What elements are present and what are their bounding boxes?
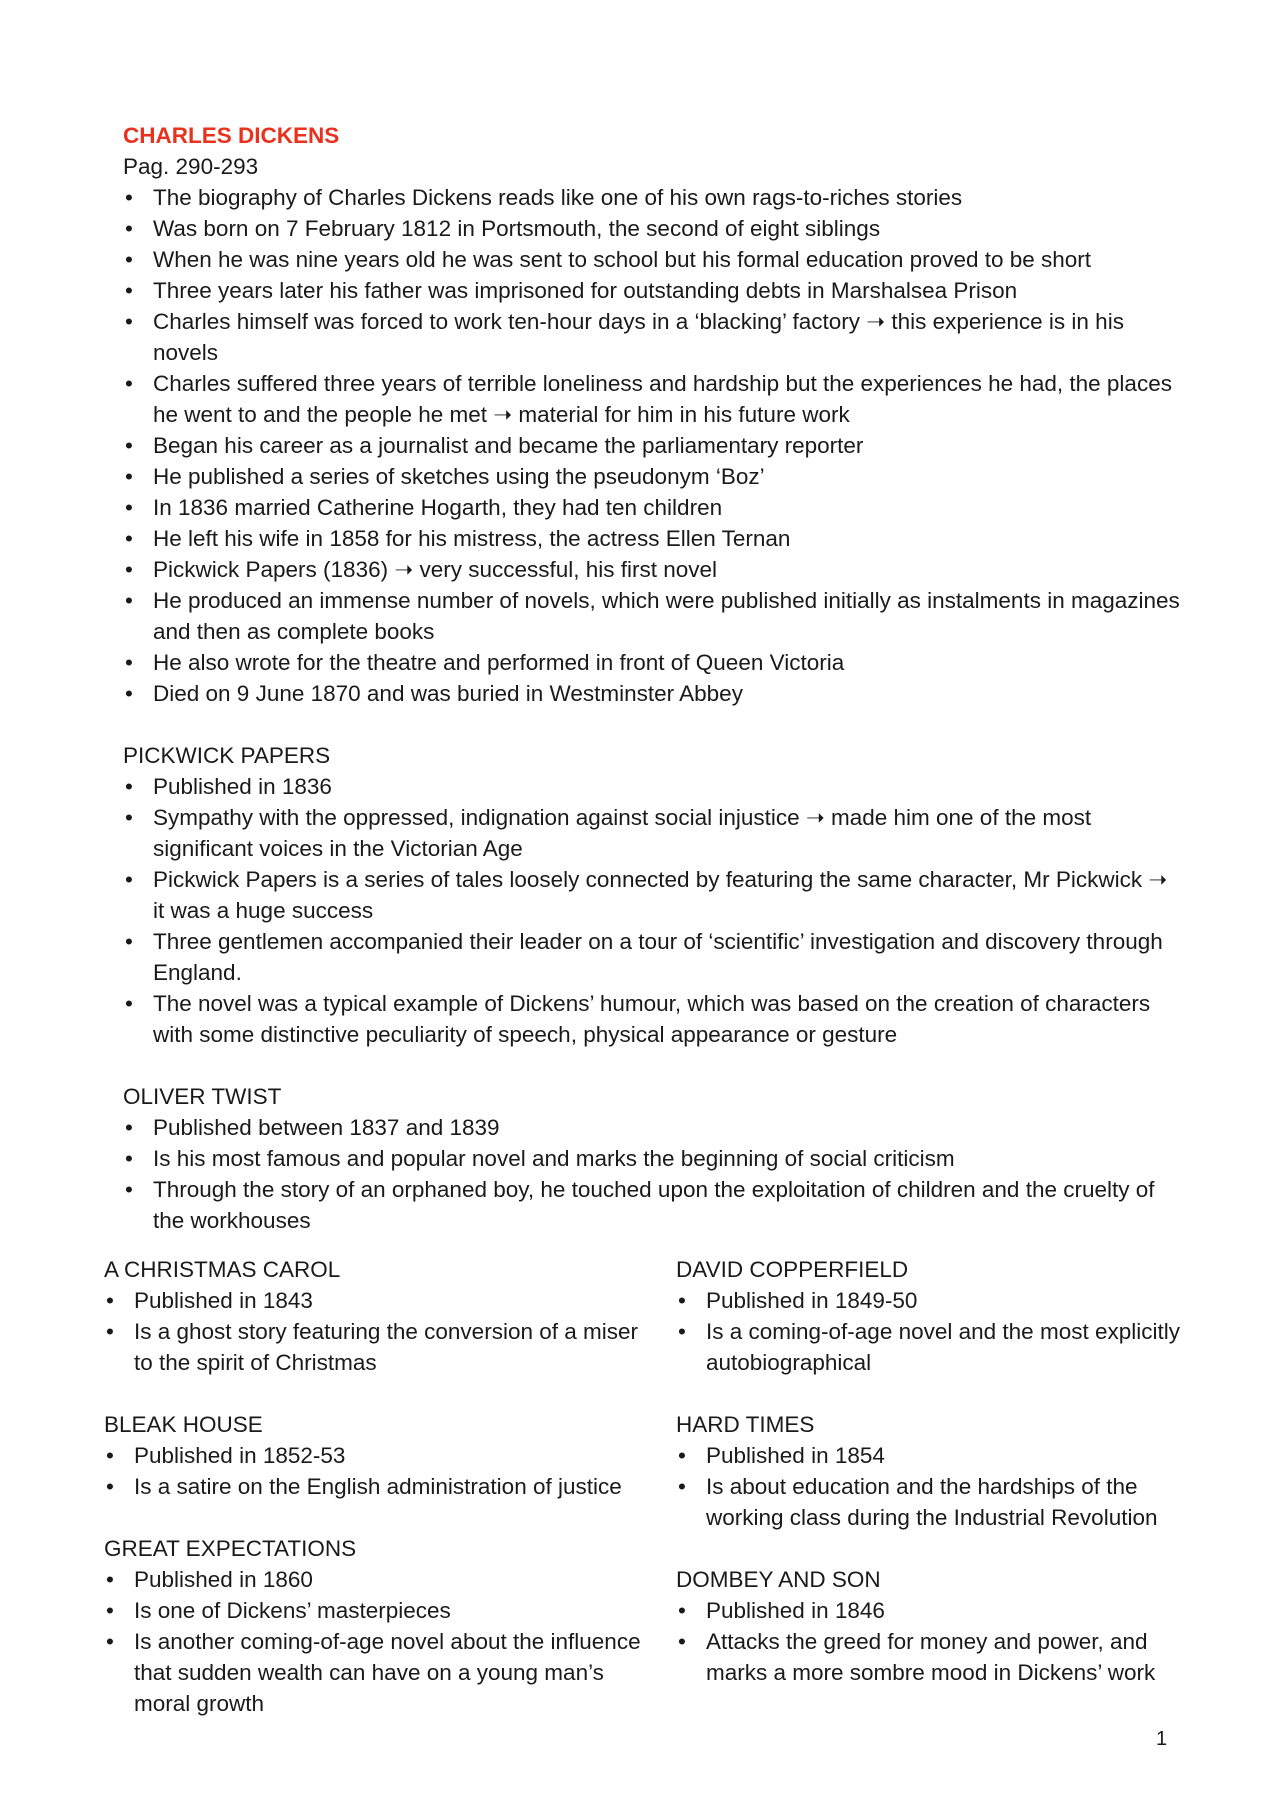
list-item: • The novel was a typical example of Dickens’ humour, which was based on the creation of characters with some distinctive peculiarity of speech, physical appearance or gesture [123,988,1183,1050]
list-item: • Pickwick Papers is a series of tales loosely connected by featuring the same character, Mr Pickwick ➝ it was a huge success [123,864,1183,926]
list-item: • Charles suffered three years of terrible loneliness and hardship but the experiences he had, the places he went to and the people he met ➝ material for him in his future work [123,368,1183,430]
list-item: • Is a coming-of-age novel and the most explicitly autobiographical [676,1316,1204,1378]
section-oliver-twist [123,1081,1183,1236]
list-item: • Published in 1849-50 [676,1285,1204,1316]
section-david-copperfield [676,1254,1204,1378]
list-item: • Attacks the greed for money and power, and marks a more sombre mood in Dickens’ work [676,1626,1204,1688]
list-item: • The biography of Charles Dickens reads like one of his own rags-to-riches stories [123,182,1183,213]
list-item: • Is one of Dickens’ masterpieces [104,1595,644,1626]
section-great-expectations [104,1533,644,1719]
section-heading: PICKWICK PAPERS [123,743,331,768]
section-heading: A CHRISTMAS CAROL [104,1257,341,1282]
section-heading: GREAT EXPECTATIONS [104,1536,357,1561]
list-item: • Was born on 7 February 1812 in Portsmouth, the second of eight siblings [123,213,1183,244]
page-reference: Pag. 290-293 [123,154,259,179]
list-item: • Began his career as a journalist and became the parliamentary reporter [123,430,1183,461]
list-item: • Published in 1852-53 [104,1440,644,1471]
section-pickwick-papers [123,740,1183,1050]
right-column [676,1254,1204,1688]
section-heading: OLIVER TWIST [123,1084,282,1109]
list-item: • He also wrote for the theatre and performed in front of Queen Victoria [123,647,1183,678]
main-content [123,120,1183,1236]
list-item: • When he was nine years old he was sent to school but his formal education proved to be short [123,244,1183,275]
section-a-christmas-carol [104,1254,644,1378]
section-heading: DAVID COPPERFIELD [676,1257,909,1282]
page-number: 1 [1156,1728,1168,1750]
list-item: • He left his wife in 1858 for his mistress, the actress Ellen Ternan [123,523,1183,554]
left-column [104,1254,644,1719]
list-item: • Published in 1846 [676,1595,1204,1626]
david-list [676,1285,1204,1378]
list-item: • Published in 1843 [104,1285,644,1316]
list-item: • He published a series of sketches using the pseudonym ‘Boz’ [123,461,1183,492]
list-item: • Is a ghost story featuring the conversion of a miser to the spirit of Christmas [104,1316,644,1378]
section-heading: BLEAK HOUSE [104,1412,263,1437]
list-item: • Published in 1860 [104,1564,644,1595]
list-item: • Is about education and the hardships of the working class during the Industrial Revolution [676,1471,1204,1533]
list-item: • Through the story of an orphaned boy, he touched upon the exploitation of children and the cruelty of the workhouses [123,1174,1183,1236]
list-item: • He produced an immense number of novels, which were published initially as instalments in magazines and then as complete books [123,585,1183,647]
list-item: • Pickwick Papers (1836) ➝ very successful, his first novel [123,554,1183,585]
section-heading: DOMBEY AND SON [676,1567,881,1592]
list-item: • Charles himself was forced to work ten-hour days in a ‘blacking’ factory ➝ this experience is in his novels [123,306,1183,368]
list-item: • Is another coming-of-age novel about the influence that sudden wealth can have on a young man’s moral growth [104,1626,644,1719]
oliver-list [123,1112,1183,1236]
bleak-list [104,1440,644,1502]
list-item: • Published in 1854 [676,1440,1204,1471]
section-heading: HARD TIMES [676,1412,815,1437]
christmas-list [104,1285,644,1378]
list-item: • Is a satire on the English administration of justice [104,1471,644,1502]
list-item: • Sympathy with the oppressed, indignation against social injustice ➝ made him one of the most significant voices in the Victorian Age [123,802,1183,864]
section-hard-times [676,1409,1204,1533]
great-list [104,1564,644,1719]
list-item: • Three gentlemen accompanied their leader on a tour of ‘scientific’ investigation and discovery through England. [123,926,1183,988]
biography-list [123,182,1183,709]
section-bleak-house [104,1409,644,1502]
hard-list [676,1440,1204,1533]
dombey-list [676,1595,1204,1688]
list-item: • Died on 9 June 1870 and was buried in Westminster Abbey [123,678,1183,709]
list-item: • In 1836 married Catherine Hogarth, they had ten children [123,492,1183,523]
pickwick-list [123,771,1183,1050]
list-item: • Is his most famous and popular novel and marks the beginning of social criticism [123,1143,1183,1174]
document-title: CHARLES DICKENS [123,123,340,148]
list-item: • Three years later his father was imprisoned for outstanding debts in Marshalsea Prison [123,275,1183,306]
list-item: • Published in 1836 [123,771,1183,802]
section-dombey-and-son [676,1564,1204,1688]
list-item: • Published between 1837 and 1839 [123,1112,1183,1143]
